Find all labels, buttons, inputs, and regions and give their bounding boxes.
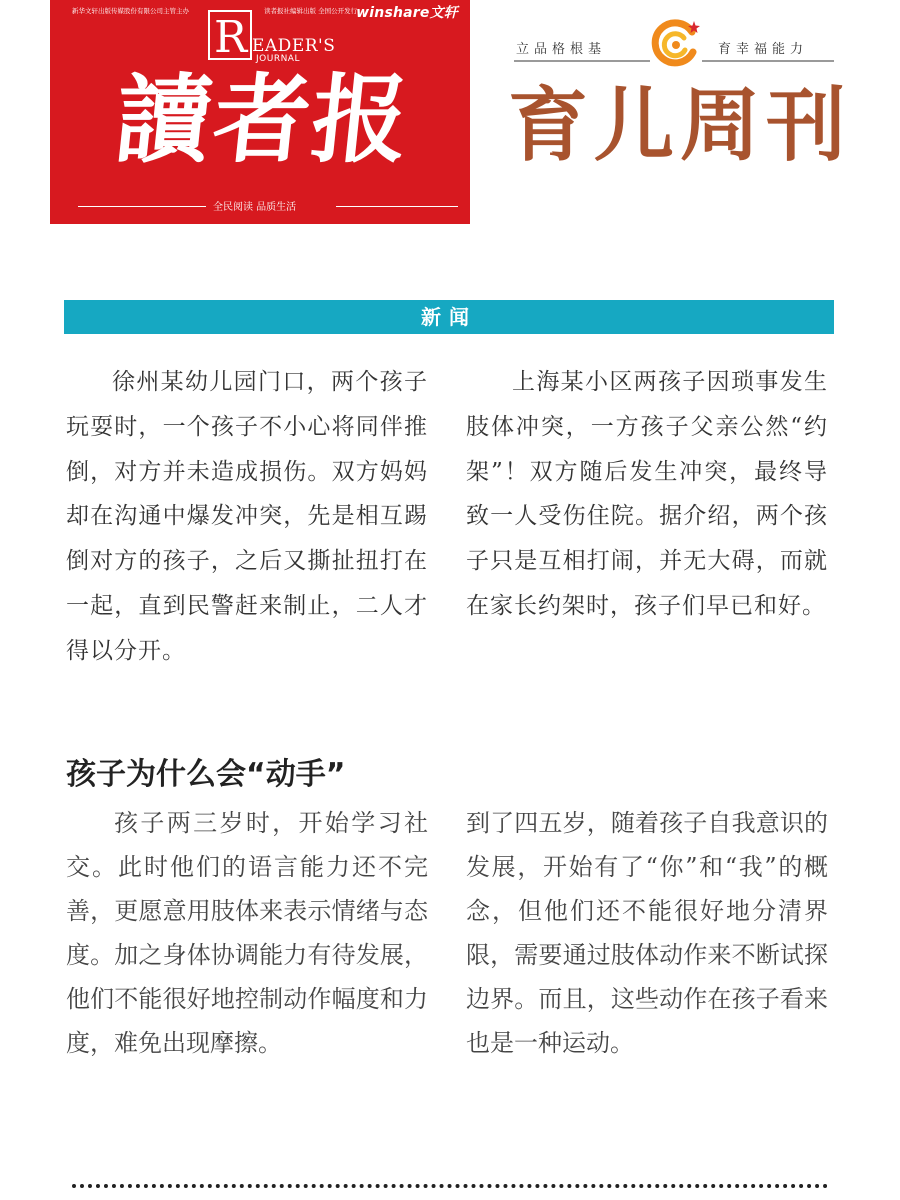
- sun-swirl-logo-icon: [646, 18, 702, 68]
- news-column-right: [466, 360, 828, 629]
- article-paragraph-age-4-5: 到了四五岁，随着孩子自我意识的发展，开始有了“你”和“我”的概念，但他们还不能很好地分清界限，需要通过肢体动作来不断试探边界。而且，这些动作在孩子看来也是一种运动。: [466, 809, 828, 1057]
- tagline-rule-right: [336, 206, 458, 207]
- editorial-note: 读者报社编辑出版 全国公开发行: [264, 7, 358, 15]
- article-paragraph-age-2-3: 孩子两三岁时，开始学习社交。此时他们的语言能力还不完善，更愿意用肢体来表示情绪与态度。加之身体协调能力有待发展，他们不能很好地控制动作幅度和力度，难免出现摩擦。: [66, 809, 428, 1057]
- news-column-left: [66, 360, 428, 674]
- page-bottom-dotted-rule: [72, 1184, 828, 1188]
- news-section-bar: [64, 300, 834, 334]
- motto-rule-right: [702, 60, 834, 62]
- motto-right: 育幸福能力: [718, 42, 809, 57]
- masthead-tagline: 全民阅读 品质生活: [213, 202, 297, 213]
- article-column-right: [466, 801, 828, 1065]
- news-paragraph-xuzhou: 徐州某幼儿园门口，两个孩子玩耍时，一个孩子不小心将同伴推倒，对方并未造成损伤。双方妈妈却在沟通中爆发冲突，先是相互踢倒对方的孩子，之后又撕扯扭打在一起，直到民警赶来制止，二人才得以分开。: [66, 369, 428, 664]
- motto-rule-left: [514, 60, 650, 62]
- masthead-title: 讀者报: [110, 63, 416, 176]
- weekly-title: 育儿周刊: [508, 79, 852, 172]
- winshare-brand: winshare文轩: [356, 5, 458, 21]
- article-heading: 孩子为什么会“动手”: [66, 756, 346, 792]
- motto-left: 立品格根基: [516, 42, 607, 57]
- logo-initial: R: [214, 12, 248, 63]
- publisher-note: 新华文轩出版传媒股份有限公司主管主办: [72, 7, 189, 15]
- logo-journal: JOURNAL: [256, 54, 300, 64]
- tagline-rule-left: [78, 206, 206, 207]
- article-column-left: [66, 801, 428, 1065]
- news-section-label: 新闻: [421, 305, 477, 329]
- readers-journal-masthead: [50, 0, 470, 224]
- news-paragraph-shanghai: 上海某小区两孩子因琐事发生肢体冲突，一方孩子父亲公然“约架”！双方随后发生冲突，最终导致一人受伤住院。据介绍，两个孩子只是互相打闹，并无大碍，而就在家长约架时，孩子们早已和好。: [466, 369, 828, 619]
- logo-wordmark: EADER'S: [252, 36, 336, 56]
